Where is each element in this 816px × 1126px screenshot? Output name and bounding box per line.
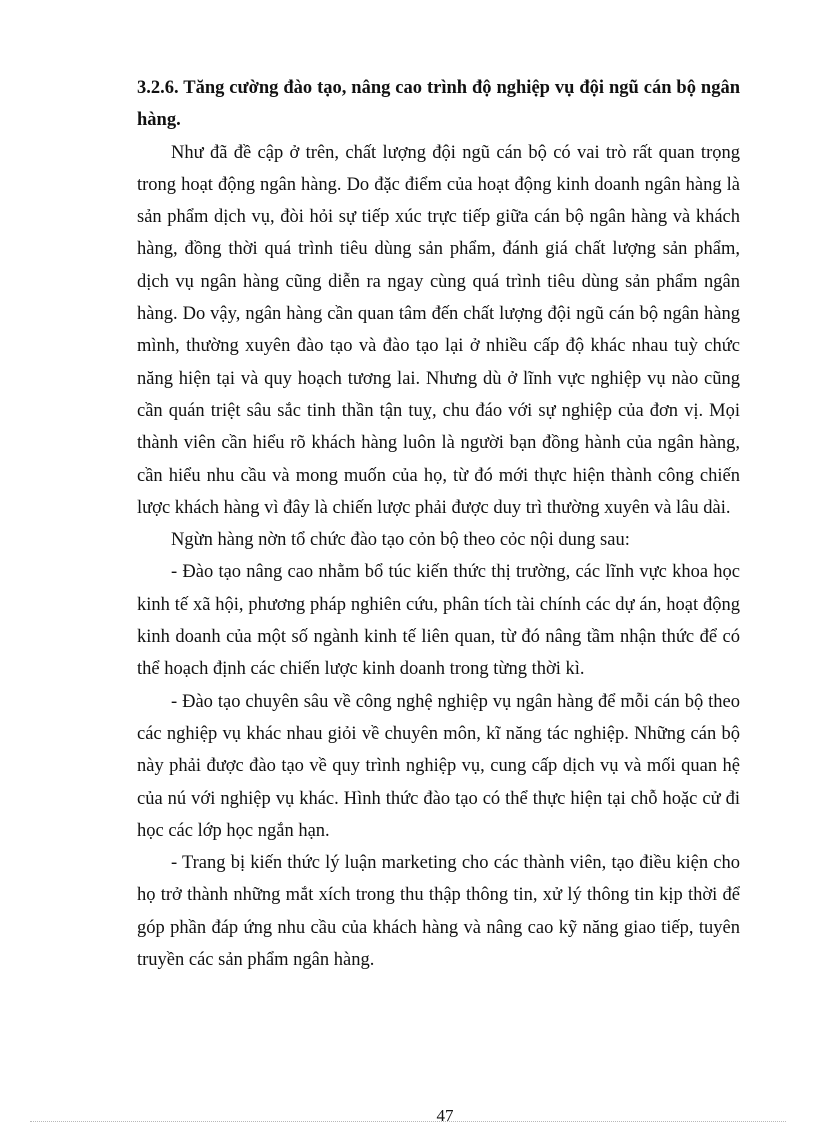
list-item-paragraph: - Trang bị kiến thức lý luận marketing cho các thành viên, tạo điều kiện cho họ trở thành những mắt xích trong thu thập thông tin, xử lý thông tin kịp thời để góp phần đáp ứng nhu cầu của khách hàng và nâng cao kỹ năng giao tiếp, tuyên truyền các sản phẩm ngân hàng. <box>137 853 740 971</box>
list-item-paragraph: - Đào tạo nâng cao nhằm bổ túc kiến thức thị trường, các lĩnh vực khoa học kinh tế xã hội, phương pháp nghiên cứu, phân tích tài chính các dự án, hoạt động kinh doanh của một số ngành kinh tế liên quan, từ đó nâng tầm nhận thức để có thể hoạch định các chiến lược kinh doanh trong từng thời kì. <box>137 562 740 680</box>
page-number: 47 <box>436 1106 454 1125</box>
section-heading: 3.2.6. Tăng cường đào tạo, nâng cao trình độ nghiệp vụ đội ngũ cán bộ ngân hàng. <box>137 78 740 131</box>
footer-divider <box>30 1121 786 1122</box>
page-content <box>137 72 740 976</box>
list-item-paragraph: - Đào tạo chuyên sâu về công nghệ nghiệp vụ ngân hàng để mỗi cán bộ theo các nghiệp vụ khác nhau giỏi về chuyên môn, kĩ năng tác nghiệp. Những cán bộ này phải được đào tạo về quy trình nghiệp vụ, cung cấp dịch vụ và mối quan hệ của nú với nghiệp vụ khác. Hình thức đào tạo có thể thực hiện tại chỗ hoặc cử đi học các lớp học ngắn hạn. <box>137 691 740 841</box>
body-paragraph: Như đã đề cập ở trên, chất lượng đội ngũ cán bộ có vai trò rất quan trọng trong hoạt động ngân hàng. Do đặc điểm của hoạt động kinh doanh ngân hàng là sản phẩm dịch vụ, đòi hỏi sự tiếp xúc trực tiếp giữa cán bộ ngân hàng và khách hàng, đồng thời quá trình tiêu dùng sản phẩm, đánh giá chất lượng sản phẩm, dịch vụ ngân hàng cũng diễn ra ngay cùng quá trình tiêu dùng sản phẩm ngân hàng. Do vậy, ngân hàng cần quan tâm đến chất lượng đội ngũ cán bộ ngân hàng mình, thường xuyên đào tạo và đào tạo lại ở nhiều cấp độ khác nhau tuỳ chức năng hiện tại và quy hoạch tương lai. Nhưng dù ở lĩnh vực nghiệp vụ nào cũng cần quán triệt sâu sắc tinh thần tận tuỵ, chu đáo với sự nghiệp của đơn vị. Mọi thành viên cần hiểu rõ khách hàng luôn là người bạn đồng hành của ngân hàng, cần hiểu nhu cầu và mong muốn của họ, từ đó mới thực hiện thành công chiến lược khách hàng vì đây là chiến lược phải được duy trì thường xuyên và lâu dài. <box>137 142 740 518</box>
body-paragraph: Ngừn hàng nờn tổ chức đào tạo cỏn bộ theo cỏc nội dung sau: <box>171 530 630 551</box>
